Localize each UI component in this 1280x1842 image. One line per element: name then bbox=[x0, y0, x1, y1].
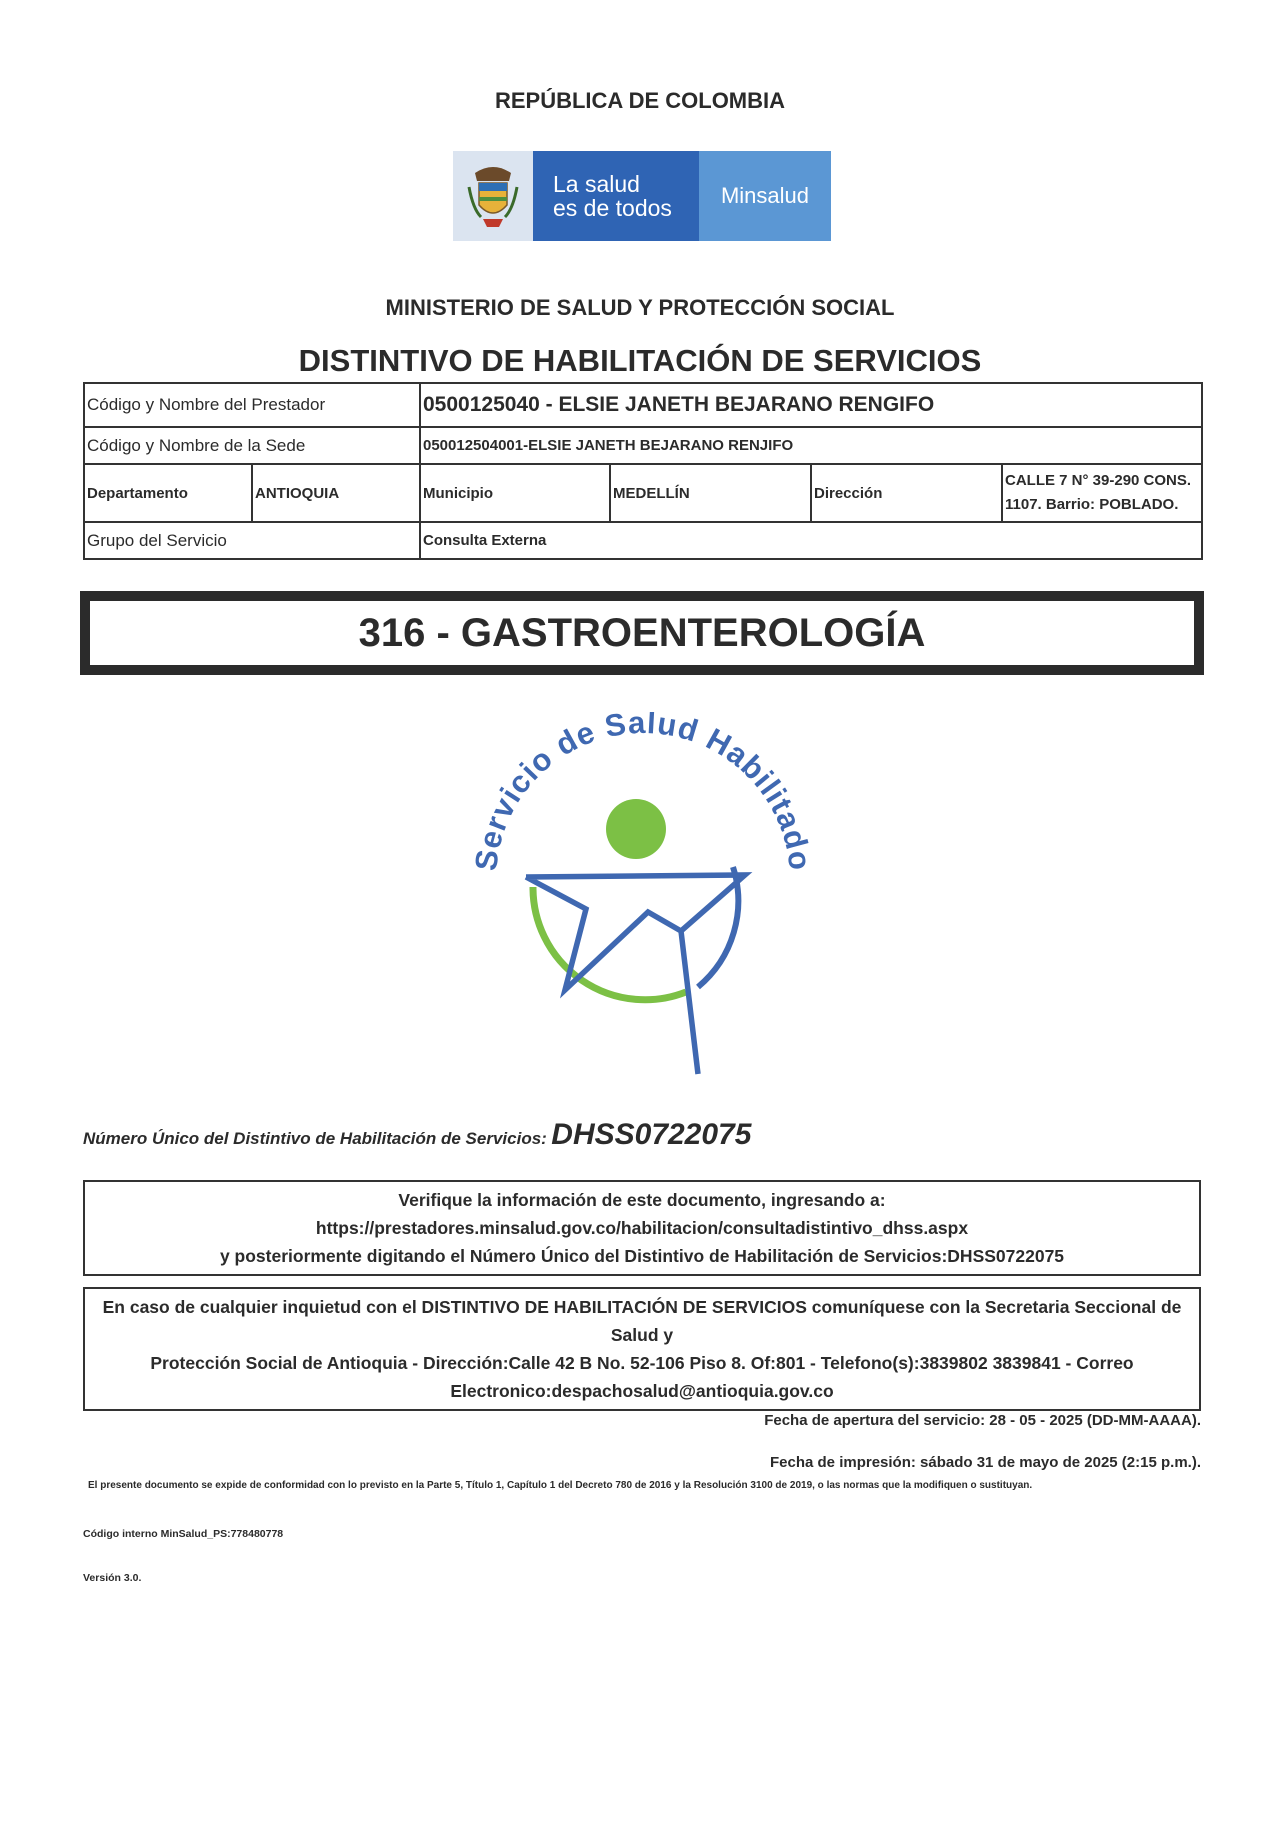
grupo-label: Grupo del Servicio bbox=[84, 522, 420, 559]
logo-slogan bbox=[533, 151, 699, 241]
provider-info-table bbox=[83, 382, 1203, 560]
contact-notice bbox=[83, 1287, 1201, 1411]
internal-code: Código interno MinSalud_PS:778480778 bbox=[83, 1528, 284, 1540]
table-row bbox=[84, 464, 1202, 522]
unique-number-label: Número Único del Distintivo de Habilitación de Servicios: bbox=[83, 1129, 547, 1148]
servicio-habilitado-seal-icon bbox=[468, 712, 818, 1092]
logo-slogan-line2: es de todos bbox=[553, 195, 672, 221]
municipio-label: Municipio bbox=[420, 464, 610, 522]
prestador-value: 0500125040 - ELSIE JANETH BEJARANO RENGIFO bbox=[420, 383, 1202, 427]
sede-label: Código y Nombre de la Sede bbox=[84, 427, 420, 464]
direccion-label: Dirección bbox=[811, 464, 1002, 522]
contact-line1: En caso de cualquier inquietud con el DISTINTIVO DE HABILITACIÓN DE SERVICIOS comuníquese con la Secretaria Seccional de Salud y bbox=[102, 1297, 1182, 1345]
sede-value: 050012504001-ELSIE JANETH BEJARANO RENJIFO bbox=[420, 427, 1202, 464]
version-label: Versión 3.0. bbox=[83, 1572, 142, 1584]
verify-line2: y posteriormente digitando el Número Único del Distintivo de Habilitación de Servicios:DHSS0722075 bbox=[219, 1246, 1065, 1266]
direccion-value: CALLE 7 N° 39-290 CONS. 1107. Barrio: POBLADO. bbox=[1002, 464, 1202, 522]
legal-note: El presente documento se expide de conformidad con lo previsto en la Parte 5, Título 1, Capítulo 1 del Decreto 780 de 2016 y la Resolución 3100 de 2019, o las normas que la modifiquen o sustituyan. bbox=[88, 1480, 1033, 1491]
departamento-value: ANTIOQUIA bbox=[252, 464, 420, 522]
ministry-heading: MINISTERIO DE SALUD Y PROTECCIÓN SOCIAL bbox=[385, 295, 895, 320]
municipio-value: MEDELLÍN bbox=[610, 464, 811, 522]
verify-line1: Verifique la información de este documento, ingresando a: https://prestadores.minsalud.gov.co/habilitacion/consultadistintivo_dhss.aspx bbox=[315, 1190, 969, 1238]
country-heading: REPÚBLICA DE COLOMBIA bbox=[494, 88, 786, 113]
grupo-value: Consulta Externa bbox=[420, 522, 1202, 559]
table-row bbox=[84, 427, 1202, 464]
logo-brand: Minsalud bbox=[699, 151, 831, 241]
unique-number-code: DHSS0722075 bbox=[551, 1118, 752, 1151]
table-row bbox=[84, 522, 1202, 559]
document-title: DISTINTIVO DE HABILITACIÓN DE SERVICIOS bbox=[298, 343, 982, 378]
colombia-coat-of-arms-icon bbox=[453, 151, 533, 241]
logo-slogan-line1: La salud bbox=[553, 171, 640, 197]
contact-line2: Protección Social de Antioquia - Dirección:Calle 42 B No. 52-106 Piso 8. Of:801 - Telefono(s):3839802 3839841 - Correo bbox=[150, 1353, 1134, 1373]
print-date: Fecha de impresión: sábado 31 de mayo de 2025 (2:15 p.m.). bbox=[770, 1454, 1201, 1471]
minsalud-logo bbox=[453, 151, 831, 241]
table-row bbox=[84, 383, 1202, 427]
departamento-label: Departamento bbox=[84, 464, 252, 522]
prestador-label: Código y Nombre del Prestador bbox=[84, 383, 420, 427]
seal-text: Servicio de Salud Habilitado bbox=[468, 712, 818, 873]
service-name: 316 - GASTROENTEROLOGÍA bbox=[358, 610, 926, 655]
contact-line3: Electronico:despachosalud@antioquia.gov.co bbox=[450, 1381, 834, 1401]
unique-number-line bbox=[83, 1118, 751, 1152]
service-box bbox=[80, 591, 1204, 675]
verify-notice bbox=[83, 1180, 1201, 1276]
opening-date: Fecha de apertura del servicio: 28 - 05 - 2025 (DD-MM-AAAA). bbox=[764, 1412, 1201, 1429]
